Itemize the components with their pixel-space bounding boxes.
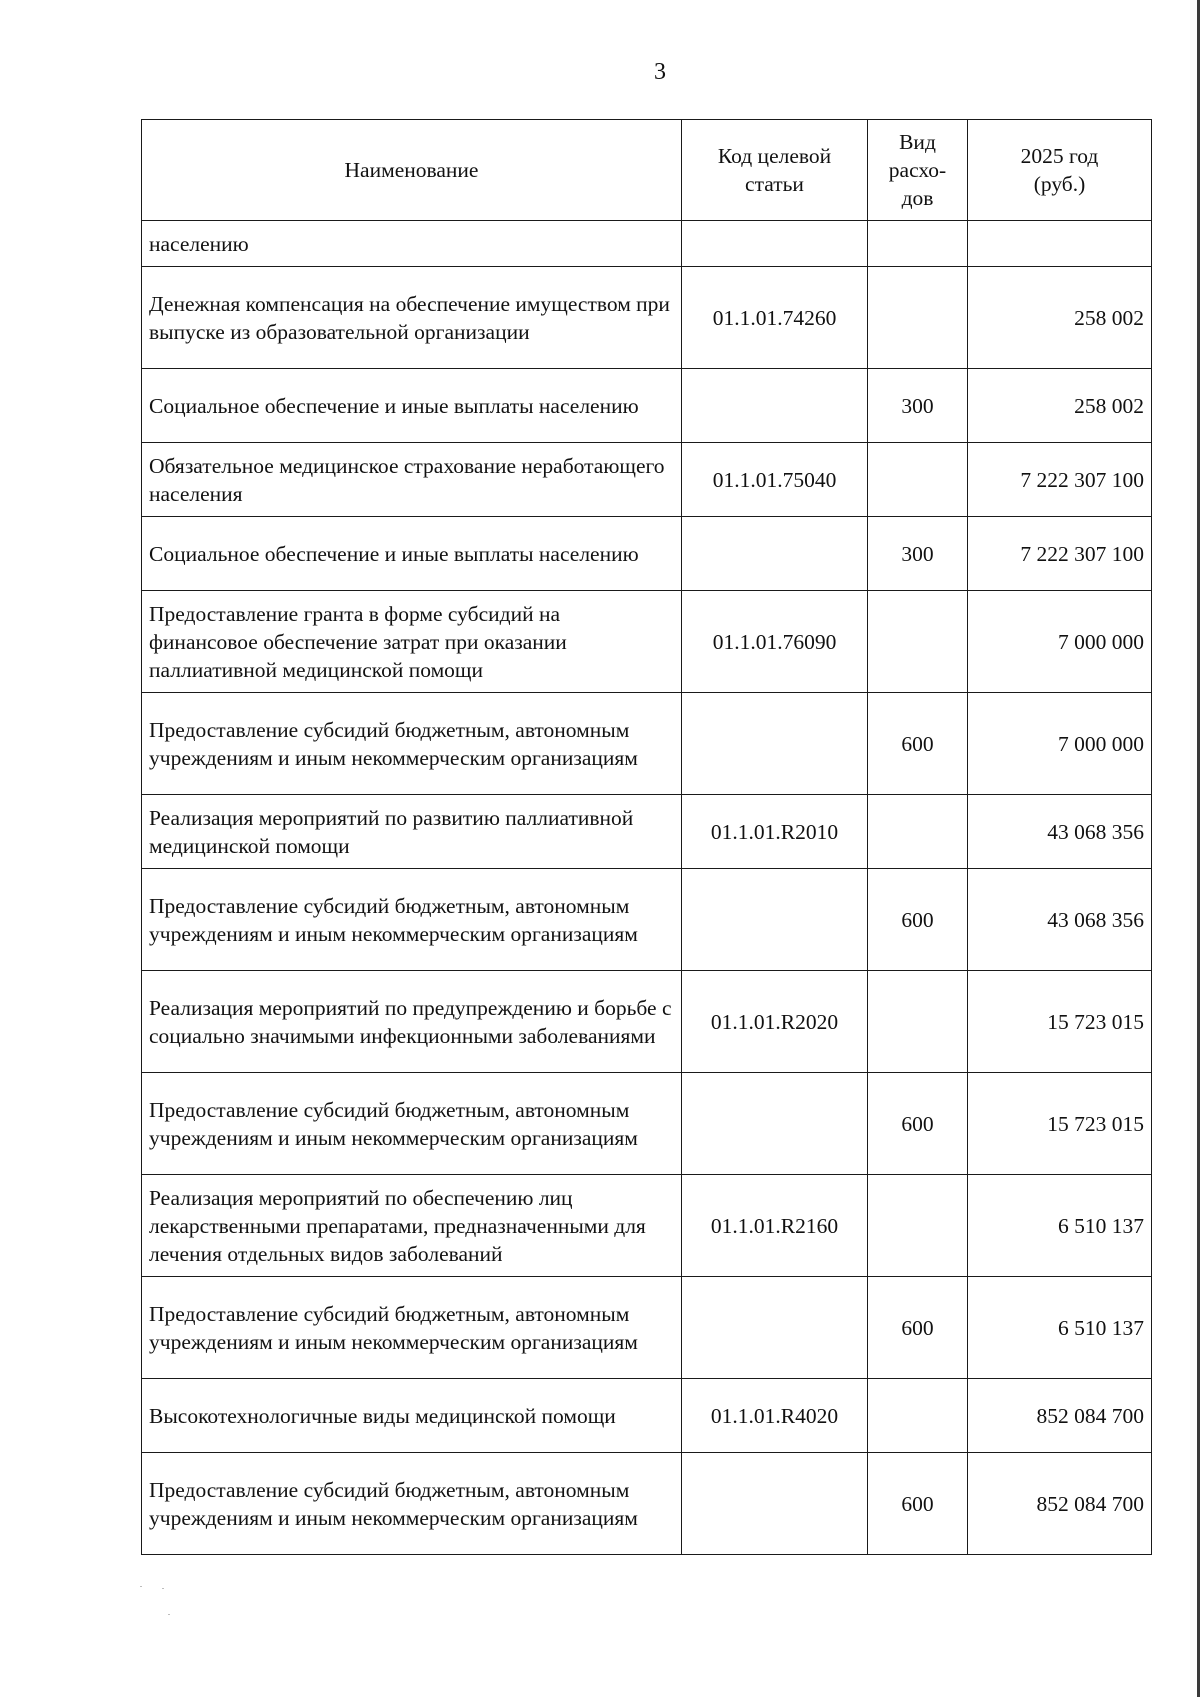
budget-table	[141, 119, 1152, 1555]
table-row	[142, 1453, 1152, 1555]
row-name: Реализация мероприятий по предупреждению и борьбе с социально значимыми инфекционными заболеваниями	[142, 971, 682, 1073]
header-name: Наименование	[142, 120, 682, 221]
table-row	[142, 1379, 1152, 1453]
table-row	[142, 267, 1152, 369]
row-name: Предоставление субсидий бюджетным, автономным учреждениям и иным некоммерческим организациям	[142, 869, 682, 971]
row-name: населению	[142, 221, 682, 267]
header-code: Код целевой статьи	[682, 120, 868, 221]
table-header-row	[142, 120, 1152, 221]
table-row	[142, 1073, 1152, 1175]
table-row	[142, 693, 1152, 795]
row-code: 01.1.01.R4020	[682, 1379, 868, 1453]
scan-speck	[140, 1586, 142, 1587]
row-expense-type: 300	[868, 517, 968, 591]
row-code	[682, 517, 868, 591]
row-expense-type: 600	[868, 693, 968, 795]
row-amount: 43 068 356	[968, 795, 1152, 869]
table-row	[142, 869, 1152, 971]
row-expense-type	[868, 221, 968, 267]
row-name: Предоставление субсидий бюджетным, автономным учреждениям и иным некоммерческим организациям	[142, 693, 682, 795]
table-row	[142, 1277, 1152, 1379]
table-row	[142, 591, 1152, 693]
header-expense-type: Вид расхо-дов	[868, 120, 968, 221]
row-name: Денежная компенсация на обеспечение имуществом при выпуске из образовательной организации	[142, 267, 682, 369]
table-row	[142, 517, 1152, 591]
row-expense-type: 600	[868, 1073, 968, 1175]
row-amount: 7 222 307 100	[968, 517, 1152, 591]
table-row	[142, 221, 1152, 267]
row-name: Предоставление субсидий бюджетным, автономным учреждениям и иным некоммерческим организациям	[142, 1073, 682, 1175]
row-code: 01.1.01.75040	[682, 443, 868, 517]
row-code	[682, 693, 868, 795]
row-amount: 43 068 356	[968, 869, 1152, 971]
row-expense-type: 600	[868, 869, 968, 971]
row-amount: 258 002	[968, 369, 1152, 443]
row-name: Социальное обеспечение и иные выплаты населению	[142, 517, 682, 591]
header-amount-2025: 2025 год (руб.)	[968, 120, 1152, 221]
row-code	[682, 1277, 868, 1379]
row-expense-type: 300	[868, 369, 968, 443]
table-row	[142, 443, 1152, 517]
row-code	[682, 869, 868, 971]
row-expense-type	[868, 795, 968, 869]
row-amount: 852 084 700	[968, 1453, 1152, 1555]
row-name: Предоставление субсидий бюджетным, автономным учреждениям и иным некоммерческим организациям	[142, 1277, 682, 1379]
row-expense-type: 600	[868, 1277, 968, 1379]
row-expense-type	[868, 971, 968, 1073]
row-name: Обязательное медицинское страхование неработающего населения	[142, 443, 682, 517]
table-row	[142, 1175, 1152, 1277]
table-row	[142, 795, 1152, 869]
row-code	[682, 221, 868, 267]
row-name: Реализация мероприятий по обеспечению лиц лекарственными препаратами, предназначенными для лечения отдельных видов заболеваний	[142, 1175, 682, 1277]
row-name: Высокотехнологичные виды медицинской помощи	[142, 1379, 682, 1453]
table-row	[142, 971, 1152, 1073]
row-amount: 852 084 700	[968, 1379, 1152, 1453]
row-name: Реализация мероприятий по развитию паллиативной медицинской помощи	[142, 795, 682, 869]
row-amount: 7 000 000	[968, 591, 1152, 693]
row-code: 01.1.01.74260	[682, 267, 868, 369]
scan-speck	[162, 1588, 164, 1589]
row-expense-type	[868, 1175, 968, 1277]
row-expense-type	[868, 267, 968, 369]
row-code	[682, 1453, 868, 1555]
row-name: Предоставление гранта в форме субсидий на финансовое обеспечение затрат при оказании паллиативной медицинской помощи	[142, 591, 682, 693]
scan-speck	[168, 1614, 170, 1615]
row-amount: 15 723 015	[968, 1073, 1152, 1175]
row-code: 01.1.01.76090	[682, 591, 868, 693]
row-code: 01.1.01.R2020	[682, 971, 868, 1073]
row-amount: 7 222 307 100	[968, 443, 1152, 517]
row-code	[682, 1073, 868, 1175]
row-amount	[968, 221, 1152, 267]
row-expense-type	[868, 443, 968, 517]
row-code: 01.1.01.R2010	[682, 795, 868, 869]
row-expense-type	[868, 1379, 968, 1453]
row-code: 01.1.01.R2160	[682, 1175, 868, 1277]
row-amount: 258 002	[968, 267, 1152, 369]
row-expense-type	[868, 591, 968, 693]
page-number: 3	[654, 59, 666, 85]
row-amount: 15 723 015	[968, 971, 1152, 1073]
row-name: Социальное обеспечение и иные выплаты населению	[142, 369, 682, 443]
row-amount: 7 000 000	[968, 693, 1152, 795]
row-expense-type: 600	[868, 1453, 968, 1555]
row-amount: 6 510 137	[968, 1277, 1152, 1379]
row-amount: 6 510 137	[968, 1175, 1152, 1277]
table-row	[142, 369, 1152, 443]
row-name: Предоставление субсидий бюджетным, автономным учреждениям и иным некоммерческим организациям	[142, 1453, 682, 1555]
row-code	[682, 369, 868, 443]
